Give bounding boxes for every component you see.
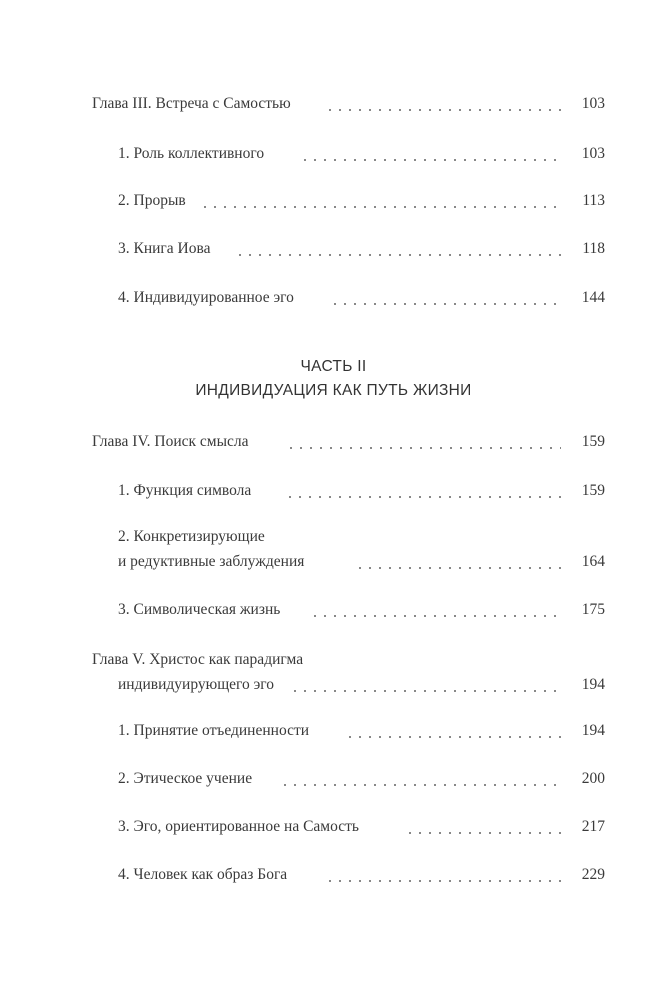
toc-page-number: 103 bbox=[576, 94, 605, 114]
dot-leader bbox=[200, 206, 561, 208]
dot-leader bbox=[235, 254, 561, 256]
toc-entry-section[interactable] bbox=[0, 288, 667, 316]
dot-leader bbox=[345, 736, 561, 738]
toc-page-number: 159 bbox=[576, 481, 605, 501]
dot-leader bbox=[330, 303, 561, 305]
toc-entry-title: 2. Прорыв bbox=[118, 191, 192, 211]
toc-entry-section[interactable] bbox=[0, 817, 667, 845]
toc-page-number: 103 bbox=[576, 144, 605, 164]
toc-entry-title: 1. Принятие отъединенности bbox=[118, 721, 315, 741]
toc-entry-title-line2: и редуктивные заблуждения bbox=[118, 552, 310, 572]
toc-page-number: 118 bbox=[576, 239, 605, 259]
toc-page-number: 164 bbox=[576, 552, 605, 572]
toc-entry-title: 3. Эго, ориентированное на Самость bbox=[118, 817, 365, 837]
dot-leader bbox=[325, 880, 561, 882]
toc-entry-section[interactable] bbox=[0, 144, 667, 172]
toc-page-number: 144 bbox=[576, 288, 605, 308]
part-label: ЧАСТЬ II bbox=[300, 358, 367, 375]
toc-page-number: 229 bbox=[576, 865, 605, 885]
toc-entry-section[interactable] bbox=[0, 527, 667, 577]
dot-leader bbox=[290, 690, 561, 692]
toc-entry-title: Глава III. Встреча с Самостью bbox=[92, 94, 297, 114]
dot-leader bbox=[300, 159, 561, 161]
toc-entry-title: Глава IV. Поиск смысла bbox=[92, 432, 255, 452]
toc-page-number: 159 bbox=[576, 432, 605, 452]
toc-entry-title-line1: Глава V. Христос как парадигма bbox=[92, 650, 309, 670]
toc-entry-title-line2: индивидуирующего эго bbox=[118, 675, 280, 695]
toc-entry-chapter-3[interactable] bbox=[0, 94, 667, 122]
toc-page-number: 113 bbox=[576, 191, 605, 211]
dot-leader bbox=[286, 447, 561, 449]
part-title: ИНДИВИДУАЦИЯ КАК ПУТЬ ЖИЗНИ bbox=[195, 382, 472, 399]
toc-entry-title: 4. Человек как образ Бога bbox=[118, 865, 293, 885]
toc-entry-title-line1: 2. Конкретизирующие bbox=[118, 527, 271, 547]
toc-entry-section[interactable] bbox=[0, 481, 667, 509]
toc-entry-section[interactable] bbox=[0, 865, 667, 893]
dot-leader bbox=[355, 567, 561, 569]
toc-entry-title: 1. Функция символа bbox=[118, 481, 257, 501]
toc-page-number: 194 bbox=[576, 675, 605, 695]
toc-entry-chapter-5[interactable] bbox=[0, 650, 667, 700]
toc-entry-title: 2. Этическое учение bbox=[118, 769, 258, 789]
toc-entry-title: 4. Индивидуированное эго bbox=[118, 288, 300, 308]
toc-page-number: 175 bbox=[576, 600, 605, 620]
toc-page-number: 194 bbox=[576, 721, 605, 741]
toc-entry-chapter-4[interactable] bbox=[0, 432, 667, 460]
toc-page-number: 217 bbox=[576, 817, 605, 837]
dot-leader bbox=[325, 109, 561, 111]
toc-entry-title: 3. Книга Иова bbox=[118, 239, 216, 259]
dot-leader bbox=[280, 784, 561, 786]
toc-page-number: 200 bbox=[576, 769, 605, 789]
toc-entry-section[interactable] bbox=[0, 191, 667, 219]
dot-leader bbox=[285, 496, 561, 498]
toc-entry-section[interactable] bbox=[0, 769, 667, 797]
toc-entry-section[interactable] bbox=[0, 600, 667, 628]
toc-entry-title: 1. Роль коллективного bbox=[118, 144, 270, 164]
dot-leader bbox=[405, 832, 561, 834]
toc-entry-section[interactable] bbox=[0, 721, 667, 749]
toc-entry-section[interactable] bbox=[0, 239, 667, 267]
dot-leader bbox=[310, 615, 561, 617]
toc-entry-title: 3. Символическая жизнь bbox=[118, 600, 286, 620]
